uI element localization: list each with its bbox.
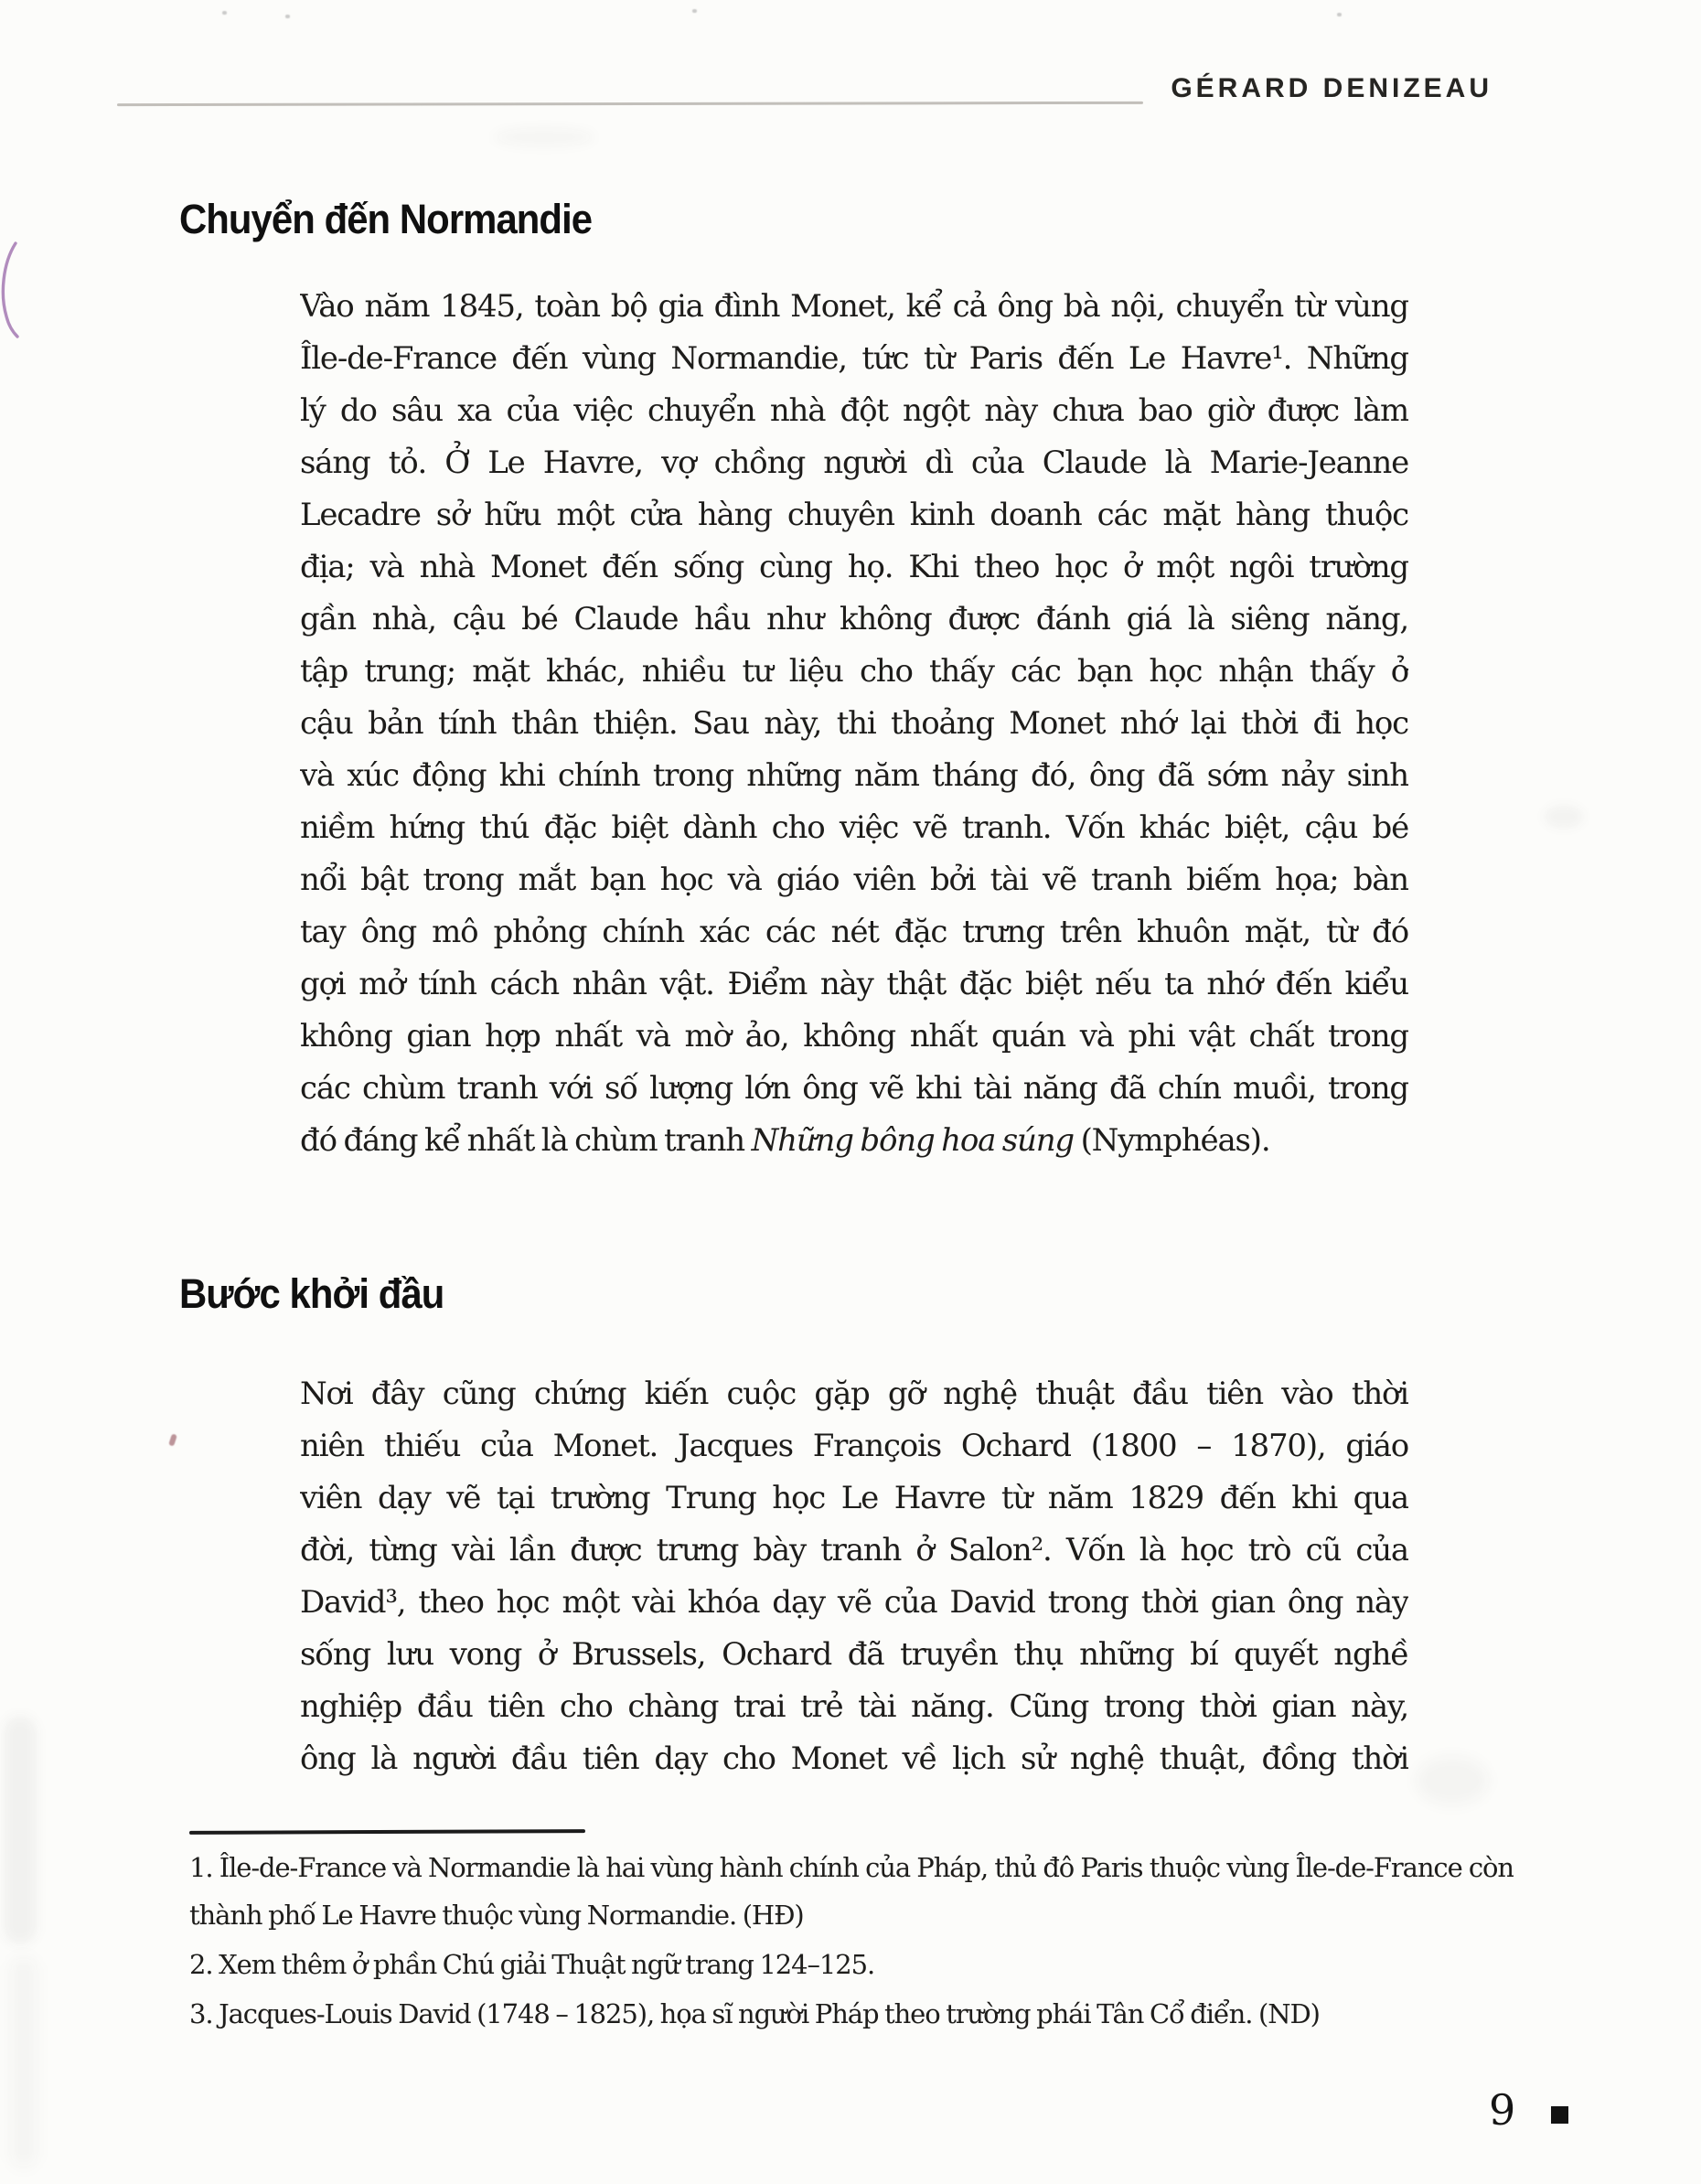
scan-speck (692, 9, 697, 13)
footnote-line: 3. Jacques-Louis David (1748 – 1825), họa sĩ người Pháp theo trường phái Tân Cổ điển. (ND) (189, 1998, 1320, 2029)
body-line: Nơi đây cũng chứng kiến cuộc gặp gỡ nghệ thuật đầu tiên vào thời (300, 1376, 1408, 1412)
body-line: nổi bật trong mắt bạn học và giáo viên bởi tài vẽ tranh biếm họa; bàn (300, 862, 1408, 898)
paragraph (300, 1368, 1408, 1785)
section-heading: Bước khởi đầu (179, 1270, 444, 1317)
body-line: gợi mở tính cách nhân vật. Điểm này thật đặc biệt nếu ta nhớ đến kiểu (300, 966, 1408, 1002)
scan-speck (1337, 13, 1342, 16)
page-number: 9 (1489, 2085, 1516, 2135)
footnote (189, 1990, 1514, 2038)
body-line: sống lưu vong ở Brussels, Ochard đã truyền thụ những bí quyết nghề (300, 1636, 1408, 1673)
body-line: lý do sâu xa của việc chuyển nhà đột ngột này chưa bao giờ được làm (300, 392, 1408, 429)
body-line: Lecadre sở hữu một cửa hàng chuyên kinh doanh các mặt hàng thuộc (300, 497, 1408, 533)
body-line: ông là người đầu tiên dạy cho Monet về lịch sử nghệ thuật, đồng thời (300, 1740, 1408, 1777)
scan-smudge (11, 1957, 37, 2168)
body-line: không gian hợp nhất và mờ ảo, không nhất quán và phi vật chất trong (300, 1018, 1408, 1055)
scan-smudge (494, 128, 594, 146)
body-line: sáng tỏ. Ở Le Havre, vợ chồng người dì của Claude là Marie-Jeanne (300, 444, 1408, 481)
page-number-square-marker (1551, 2106, 1568, 2124)
body-line: nghiệp đầu tiên cho chàng trai trẻ tài năng. Cũng trong thời gian này, (300, 1688, 1408, 1725)
scan-smudge (1544, 805, 1584, 829)
body-text-segment: (Nymphéas). (1073, 1122, 1270, 1159)
body-line: Vào năm 1845, toàn bộ gia đình Monet, kể cả ông bà nội, chuyển từ vùng (300, 288, 1408, 325)
scan-speck (285, 15, 290, 18)
footnote-line: thành phố Le Havre thuộc vùng Normandie. (HĐ) (189, 1900, 804, 1931)
scan-smudge (4, 1716, 37, 1944)
footnote-rule (189, 1829, 585, 1835)
purple-pen-mark (0, 240, 22, 342)
scan-speck (222, 11, 227, 15)
body-line: đời, từng vài lần được trưng bày tranh ở Salon². Vốn là học trò cũ của (300, 1532, 1408, 1568)
body-line: tập trung; mặt khác, nhiều tư liệu cho thấy các bạn học nhận thấy ở (300, 653, 1408, 690)
body-line: cậu bản tính thân thiện. Sau này, thi thoảng Monet nhớ lại thời đi học (300, 705, 1408, 742)
running-header-author: GÉRARD DENIZEAU (1171, 73, 1492, 103)
body-line (300, 1115, 1408, 1167)
paragraph (300, 281, 1408, 1167)
body-line: David³, theo học một vài khóa dạy vẽ của David trong thời gian ông này (300, 1584, 1408, 1621)
body-line: niềm hứng thú đặc biệt dành cho việc vẽ tranh. Vốn khác biệt, cậu bé (300, 809, 1408, 846)
footnote-line: 2. Xem thêm ở phần Chú giải Thuật ngữ trang 124–125. (189, 1949, 875, 1980)
body-line: địa; và nhà Monet đến sống cùng họ. Khi theo học ở một ngôi trường (300, 549, 1408, 585)
scan-smudge (1416, 1756, 1489, 1805)
section-heading: Chuyển đến Normandie (179, 196, 593, 242)
body-line: và xúc động khi chính trong những năm tháng đó, ông đã sớm nảy sinh (300, 757, 1408, 794)
footnote (189, 1941, 1514, 1988)
book-title-italic: Những bông hoa súng (751, 1122, 1074, 1159)
scan-fleck (168, 1433, 177, 1446)
body-line: Île-de-France đến vùng Normandie, tức từ Paris đến Le Havre¹. Những (300, 340, 1408, 377)
body-line: gần nhà, cậu bé Claude hầu như không được đánh giá là siêng năng, (300, 601, 1408, 637)
footnote (189, 1844, 1514, 1939)
body-line: tay ông mô phỏng chính xác các nét đặc trưng trên khuôn mặt, từ đó (300, 914, 1408, 950)
body-line: niên thiếu của Monet. Jacques François Ochard (1800 – 1870), giáo (300, 1428, 1408, 1464)
header-rule (117, 102, 1143, 106)
body-text-segment: đó đáng kể nhất là chùm tranh (300, 1122, 752, 1159)
body-line: viên dạy vẽ tại trường Trung học Le Havre từ năm 1829 đến khi qua (300, 1480, 1408, 1516)
footnote-line: 1. Île-de-France và Normandie là hai vùng hành chính của Pháp, thủ đô Paris thuộc vùng Île-de-France còn (189, 1852, 1514, 1883)
body-line: các chùm tranh với số lượng lớn ông vẽ khi tài năng đã chín muồi, trong (300, 1070, 1408, 1107)
